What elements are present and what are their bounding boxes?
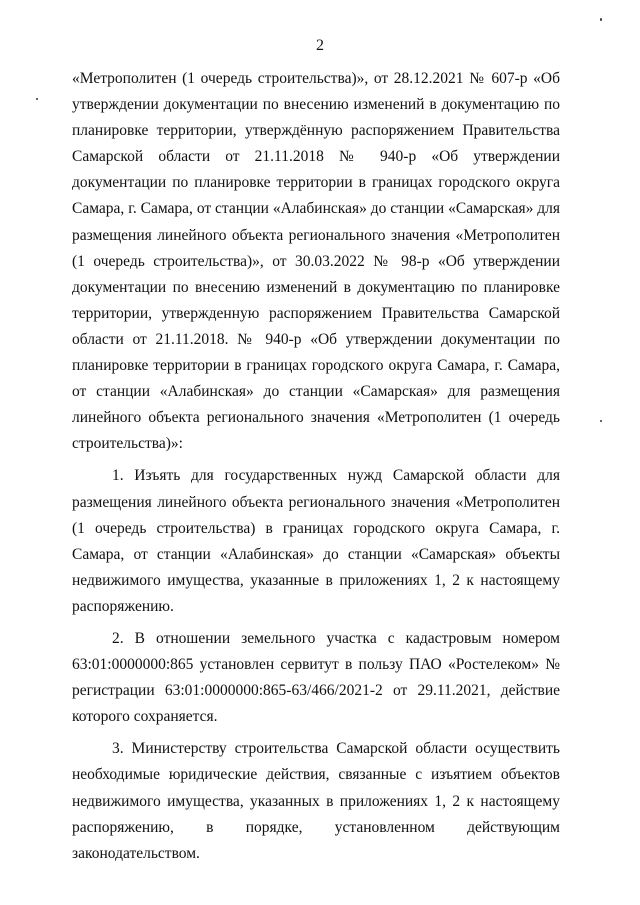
paragraph-item-3: 3. Министерству строительства Самарской области осуществить необходимые юридические действия, связанные с изъятием объектов недвижимого имущества, указанных в приложениях 1, 2 к настоящему распоряжению, в порядке, установленном действующим законодательством. [72,740,560,862]
paragraph-item-2: 2. В отношении земельного участка с кадастровым номером 63:01:0000000:865 установлен сервитут в пользу ПАО «Ростелеком» № регистрации 63:01:0000000:865-63/466/2021-2 от 29.11.2021, действие которого сохраняется. [72,629,560,726]
scan-speck [600,420,602,422]
scan-speck [36,98,38,100]
scan-speck [600,18,602,21]
page-number: 2 [316,37,324,54]
paragraph-item-1: 1. Изъять для государственных нужд Самарской области для размещения линейного объекта регионального значения «Метрополитен (1 очередь строительства) в границах городского округа Самара, г. Самара, от станции «Алабинская» до станции «Самарская» объекты недвижимого имущества, указанные в приложениях 1, 2 к настоящему распоряжению. [72,467,560,615]
paragraph-intro: «Метрополитен (1 очередь строительства)», от 28.12.2021 № 607-р «Об утверждении документации по внесению изменений в документацию по планировке территории, утверждённую распоряжением Правительства Самарской области от 21.11.2018 № 940-р «Об утверждении документации по планировке территории в границах городского округа Самара, г. Самара, от станции «Алабинская» до станции «Самарская» для размещения линейного объекта регионального значения «Метрополитен (1 очередь строительства)», от 30.03.2022 № 98-р «Об утверждении документации по внесению изменений в документацию по планировке территории, утвержденную распоряжением Правительства Самарской области от 21.11.2018. № 940-р «Об утверждении документации по планировке территории в границах городского округа Самара, г. Самара, от станции «Алабинская» до станции «Самарская» для размещения линейного объекта регионального значения «Метрополитен (1 очередь строительства)»: [72,70,560,453]
document-body [72,66,560,867]
